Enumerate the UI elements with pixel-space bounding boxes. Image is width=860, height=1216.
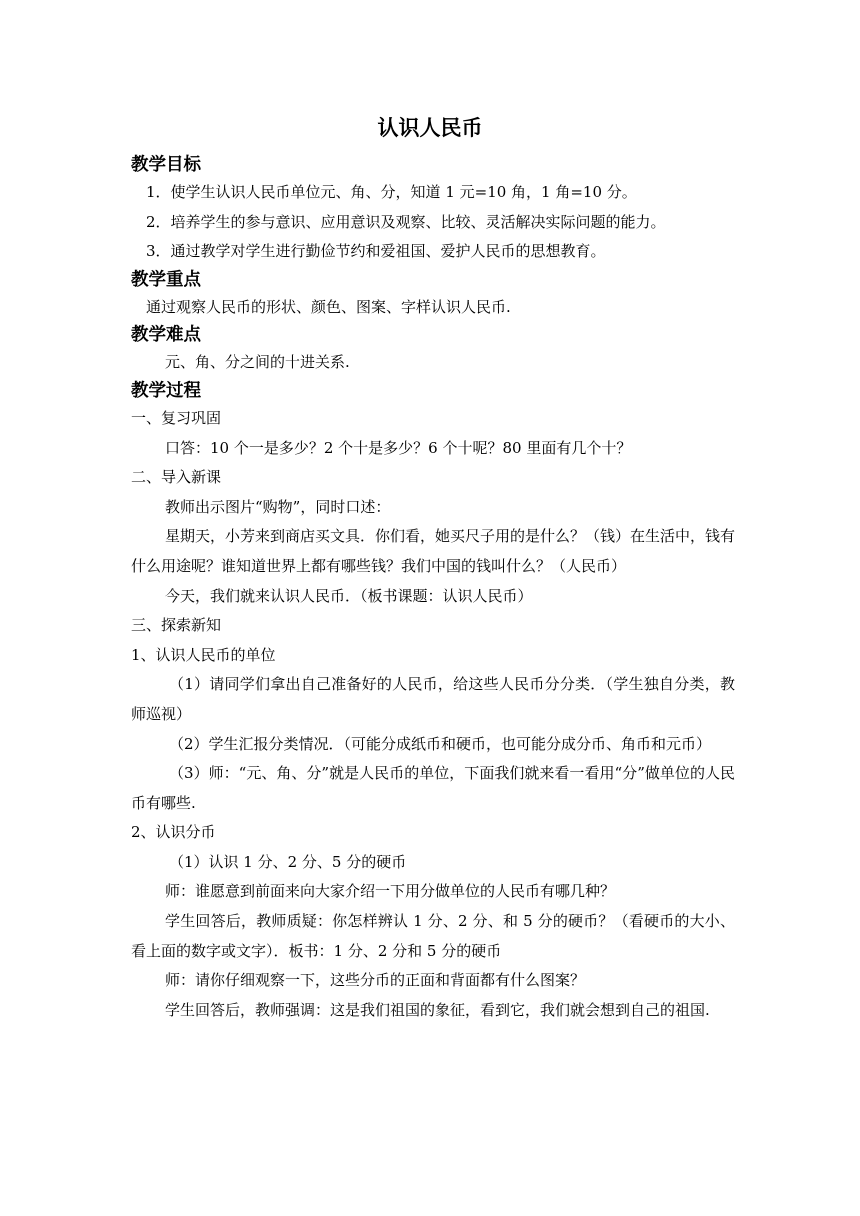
intro-paragraph: 教师出示图片“购物”，同时口述： [165, 497, 391, 516]
units-paragraph: （1）请同学们拿出自己准备好的人民币，给这些人民币分分类．（学生独自分类，教师巡视） [131, 675, 735, 723]
fen-paragraph: 师：请你仔细观察一下，这些分币的正面和背面都有什么图案？ [165, 971, 586, 990]
difficulties-heading: 教学难点 [131, 325, 201, 346]
document-title: 认识人民币 [377, 116, 483, 140]
objective-item: 3．通过教学对学生进行勤俭节约和爱祖国、爱护人民币的思想教育。 [146, 242, 606, 261]
section-title-intro: 二、导入新课 [131, 468, 222, 487]
objective-item: 2．培养学生的参与意识、应用意识及观察、比较、灵活解决实际问题的能力。 [146, 212, 666, 231]
difficulties-text: 元、角、分之间的十进关系. [165, 353, 350, 372]
fen-paragraph: 学生回答后，教师强调：这是我们祖国的象征，看到它，我们就会想到自己的祖国. [165, 1000, 710, 1019]
subsection-title-units: 1、认识人民币的单位 [131, 645, 276, 664]
process-heading: 教学过程 [131, 380, 201, 401]
section-title-explore: 三、探索新知 [131, 616, 222, 635]
units-paragraph: （3）师：“元、角、分”就是人民币的单位，下面我们就来看一看用“分”做单位的人民币有哪些. [131, 764, 735, 812]
key-points-text: 通过观察人民币的形状、颜色、图案、字样认识人民币. [146, 297, 511, 316]
fen-paragraph: 学生回答后，教师质疑：你怎样辨认 1 分、2 分、和 5 分的硬币？（看硬币的大小、看上面的数字或文字）．板书：1 分、2 分和 5 分的硬币 [131, 912, 735, 960]
units-paragraph: （2）学生汇报分类情况．（可能分成纸币和硬币，也可能分成分币、角币和元币） [169, 734, 712, 753]
key-points-heading: 教学重点 [131, 269, 201, 290]
subsection-title-fen: 2、认识分币 [131, 823, 216, 842]
fen-paragraph: （1）认识 1 分、2 分、5 分的硬币 [169, 852, 407, 871]
fen-paragraph: 师：谁愿意到前面来向大家介绍一下用分做单位的人民币有哪几种？ [165, 882, 616, 901]
document-body [131, 152, 735, 1025]
intro-paragraph: 星期天，小芳来到商店买文具．你们看，她买尺子用的是什么？（钱）在生活中，钱有什么用途呢？谁知道世界上都有哪些钱？我们中国的钱叫什么？（人民币） [131, 527, 736, 575]
objectives-heading: 教学目标 [131, 155, 201, 175]
objective-item: 1．使学生认识人民币单位元、角、分，知道 1 元=10 角，1 角=10 分。 [146, 183, 637, 201]
intro-paragraph: 今天，我们就来认识人民币．（板书课题：认识人民币） [165, 586, 533, 605]
review-text: 口答：10 个一是多少？2 个十是多少？6 个十呢？80 里面有几个十？ [165, 438, 632, 457]
section-title-review: 一、复习巩固 [131, 408, 222, 427]
